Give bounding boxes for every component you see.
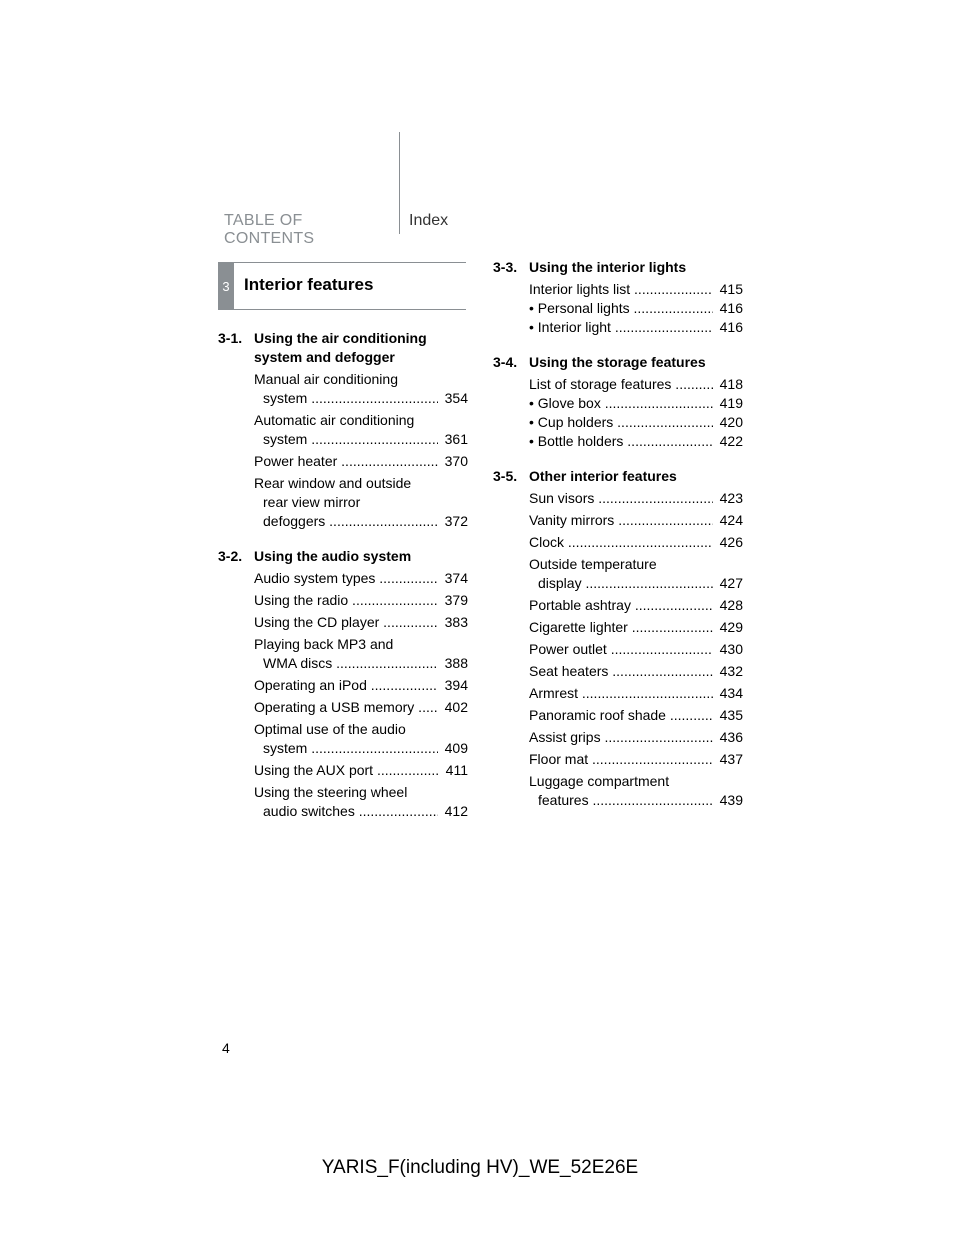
- toc-group-title: Using the storage features: [529, 354, 706, 370]
- toc-group-heading: [493, 353, 743, 372]
- toc-entry[interactable]: [529, 596, 743, 615]
- toc-entry-line: [254, 739, 438, 758]
- toc-entry-label: defoggers: [263, 513, 326, 529]
- toc-entry-label: Cigarette lighter: [529, 619, 628, 635]
- toc-entry-text: [254, 613, 438, 632]
- toc-entry-label: Automatic air conditioning: [254, 412, 415, 428]
- toc-entry-page: 374: [444, 570, 468, 586]
- toc-group-title: Using the air conditioning system and defogger: [254, 330, 427, 365]
- toc-entry-line: [529, 574, 713, 593]
- toc-entry-label: Vanity mirrors: [529, 512, 615, 528]
- toc-entry-label: • Bottle holders: [529, 433, 624, 449]
- toc-entry-page: 418: [719, 376, 743, 392]
- toc-entry-label: system: [263, 390, 308, 406]
- toc-entry-page: 361: [444, 431, 468, 447]
- toc-entry[interactable]: [254, 698, 468, 717]
- toc-entry[interactable]: [254, 591, 468, 610]
- toc-entry-label: audio switches: [263, 803, 355, 819]
- toc-entry-leader: [529, 432, 713, 451]
- toc-entry-page: 420: [719, 414, 743, 430]
- toc-entry-leader: [263, 389, 438, 408]
- toc-entry-line: [254, 512, 438, 531]
- toc-entry-text: [529, 772, 713, 810]
- toc-entry-page: 372: [444, 513, 468, 529]
- toc-entry-text: [529, 728, 713, 747]
- toc-group-number: 3-1.: [218, 330, 243, 346]
- toc-group-heading: [218, 329, 468, 367]
- toc-entry-label: rear view mirror: [263, 494, 361, 510]
- toc-entry[interactable]: [254, 452, 468, 471]
- toc-entry-label: Using the CD player: [254, 614, 380, 630]
- toc-entry-label: Audio system types: [254, 570, 376, 586]
- toc-entry-text: [254, 698, 438, 717]
- toc-entry[interactable]: [529, 489, 743, 508]
- toc-entry[interactable]: [254, 720, 468, 758]
- toc-entry-leader: [263, 430, 438, 449]
- toc-entry-text: [254, 370, 438, 408]
- toc-entry-page: 388: [444, 655, 468, 671]
- toc-entry-leader: [538, 791, 713, 810]
- toc-entry-page: 411: [445, 762, 468, 778]
- toc-entry-line: [254, 654, 438, 673]
- toc-entry-label-cont: [254, 493, 438, 512]
- section-title: Interior features: [244, 275, 374, 294]
- toc-entry-label: Playing back MP3 and: [254, 636, 394, 652]
- toc-entry-text: [254, 635, 438, 673]
- toc-entry[interactable]: [529, 750, 743, 769]
- toc-entry-page: 416: [719, 300, 743, 316]
- toc-entry[interactable]: [529, 662, 743, 681]
- toc-entry[interactable]: [254, 613, 468, 632]
- toc-entry[interactable]: [529, 280, 743, 299]
- toc-entry-list: [493, 489, 743, 810]
- toc-entry-page: 430: [719, 641, 743, 657]
- toc-entry-leader: [529, 280, 713, 299]
- toc-entry-page: 428: [719, 597, 743, 613]
- toc-entry[interactable]: [529, 684, 743, 703]
- toc-entry-page: 424: [719, 512, 743, 528]
- toc-entry-text: [254, 783, 438, 821]
- toc-entry-text: [254, 761, 438, 780]
- toc-entry-text: [529, 511, 713, 530]
- toc-entry-leader: [254, 698, 438, 717]
- toc-group-heading: [493, 258, 743, 277]
- toc-entry-text: [529, 596, 713, 615]
- toc-entry-text: [529, 413, 713, 432]
- toc-entry[interactable]: [254, 411, 468, 449]
- toc-entry-leader: [529, 299, 713, 318]
- table-of-contents-link[interactable]: TABLE OF CONTENTS: [224, 212, 315, 247]
- toc-entry[interactable]: [254, 569, 468, 588]
- toc-entry-leader: [529, 375, 713, 394]
- toc-entry-label: • Cup holders: [529, 414, 614, 430]
- toc-entry-label: Using the radio: [254, 592, 349, 608]
- toc-group-title: Using the interior lights: [529, 259, 687, 275]
- toc-entry-label: • Glove box: [529, 395, 601, 411]
- toc-group-title: Other interior features: [529, 468, 677, 484]
- toc-entry-leader: [254, 761, 438, 780]
- toc-entry-label: features: [538, 792, 589, 808]
- toc-entry[interactable]: [529, 640, 743, 659]
- toc-column-right: [493, 258, 743, 826]
- toc-entry[interactable]: [529, 706, 743, 725]
- toc-entry-text: [529, 684, 713, 703]
- toc-entry-line: [254, 389, 438, 408]
- toc-entry-page: 379: [444, 592, 468, 608]
- toc-entry-label: List of storage features: [529, 376, 672, 392]
- toc-entry-page: 426: [719, 534, 743, 550]
- toc-entry-leader: [529, 489, 713, 508]
- toc-entry-label: Portable ashtray: [529, 597, 631, 613]
- toc-entry-text: [254, 676, 438, 695]
- toc-entry-text: [529, 318, 713, 337]
- page-number: 4: [222, 1040, 230, 1056]
- toc-entry-text: [254, 569, 438, 588]
- toc-entry[interactable]: [529, 375, 743, 394]
- toc-entry-leader: [254, 569, 438, 588]
- toc-entry-text: [529, 750, 713, 769]
- toc-entry-leader: [529, 596, 713, 615]
- toc-entry-label: Seat heaters: [529, 663, 609, 679]
- toc-group-number: 3-5.: [493, 468, 518, 484]
- toc-entry-text: [254, 720, 438, 758]
- toc-entry-page: 394: [444, 677, 468, 693]
- toc-entry-label: Luggage compartment: [529, 773, 670, 789]
- toc-entry[interactable]: [529, 511, 743, 530]
- toc-entry-line: [254, 430, 438, 449]
- toc-entry-page: 409: [444, 740, 468, 756]
- toc-column-left: [218, 329, 468, 837]
- toc-entry-text: [529, 489, 713, 508]
- toc-entry-label: Manual air conditioning: [254, 371, 398, 387]
- toc-entry-text: [254, 474, 438, 531]
- toc-entry-label: • Interior light: [529, 319, 611, 335]
- toc-entry-label: Panoramic roof shade: [529, 707, 666, 723]
- toc-entry-leader: [254, 452, 438, 471]
- toc-entry-text: [529, 640, 713, 659]
- toc-entry-text: [529, 432, 713, 451]
- toc-entry-label: system: [263, 431, 308, 447]
- toc-entry-page: 412: [444, 803, 468, 819]
- toc-entry-text: [529, 280, 713, 299]
- toc-entry-leader: [263, 654, 438, 673]
- toc-entry-list: [493, 375, 743, 451]
- toc-entry[interactable]: [529, 772, 743, 810]
- toc-entry[interactable]: [254, 635, 468, 673]
- toc-group-title: Using the audio system: [254, 548, 412, 564]
- toc-entry-line: [529, 791, 713, 810]
- toc-entry-page: 415: [719, 281, 743, 297]
- toc-entry-text: [529, 375, 713, 394]
- toc-entry-leader: [529, 640, 713, 659]
- toc-entry-text: [529, 618, 713, 637]
- toc-entry-text: [254, 411, 438, 449]
- toc-entry-leader: [529, 662, 713, 681]
- toc-entry-label: Operating an iPod: [254, 677, 367, 693]
- toc-entry-label: display: [538, 575, 582, 591]
- toc-group-heading: [218, 547, 468, 566]
- toc-entry[interactable]: [529, 394, 743, 413]
- toc-entry-line: [254, 802, 438, 821]
- toc-entry-leader: [529, 750, 713, 769]
- toc-entry-label: Interior lights list: [529, 281, 631, 297]
- toc-entry-label: Power outlet: [529, 641, 607, 657]
- toc-entry-text: [529, 533, 713, 552]
- index-link[interactable]: Index: [409, 212, 449, 229]
- toc-entry[interactable]: [529, 413, 743, 432]
- toc-entry-leader: [254, 676, 438, 695]
- toc-entry-label: Using the AUX port: [254, 762, 374, 778]
- toc-entry-list: [218, 569, 468, 821]
- section-number-tab: 3: [218, 263, 234, 309]
- document-footer: YARIS_F(including HV)_WE_52E26E: [321, 1157, 639, 1178]
- toc-entry-page: 370: [444, 453, 468, 469]
- toc-entry-list: [493, 280, 743, 337]
- toc-entry-text: [529, 555, 713, 593]
- toc-group-number: 3-3.: [493, 259, 518, 275]
- toc-entry-leader: [254, 591, 438, 610]
- toc-entry-page: 416: [719, 319, 743, 335]
- toc-entry-text: [529, 394, 713, 413]
- toc-entry-leader: [529, 684, 713, 703]
- toc-entry-label: Using the steering wheel: [254, 784, 408, 800]
- toc-entry-page: 383: [444, 614, 468, 630]
- toc-entry-leader: [529, 728, 713, 747]
- toc-entry-page: 439: [719, 792, 743, 808]
- toc-entry-page: 427: [719, 575, 743, 591]
- toc-entry-text: [529, 299, 713, 318]
- toc-entry[interactable]: [529, 533, 743, 552]
- section-header: [218, 262, 466, 310]
- toc-entry[interactable]: [529, 555, 743, 593]
- toc-entry[interactable]: [529, 618, 743, 637]
- toc-entry-label: Outside temperature: [529, 556, 657, 572]
- toc-entry-page: 436: [719, 729, 743, 745]
- toc-entry-text: [254, 452, 438, 471]
- toc-entry-page: 422: [719, 433, 743, 449]
- toc-entry-leader: [263, 802, 438, 821]
- toc-entry-leader: [529, 533, 713, 552]
- toc-entry-list: [218, 370, 468, 531]
- toc-entry-text: [529, 706, 713, 725]
- toc-entry-label: Floor mat: [529, 751, 589, 767]
- toc-entry[interactable]: [254, 783, 468, 821]
- toc-entry-page: 419: [719, 395, 743, 411]
- toc-entry-text: [254, 591, 438, 610]
- toc-entry-leader: [263, 739, 438, 758]
- toc-entry-label: Assist grips: [529, 729, 601, 745]
- toc-entry-label: system: [263, 740, 308, 756]
- toc-entry[interactable]: [254, 474, 468, 531]
- toc-entry[interactable]: [254, 761, 468, 780]
- toc-entry-label: Armrest: [529, 685, 578, 701]
- toc-entry[interactable]: [529, 432, 743, 451]
- toc-group-number: 3-2.: [218, 548, 243, 564]
- toc-entry-page: 354: [444, 390, 468, 406]
- toc-entry-page: 435: [719, 707, 743, 723]
- toc-entry-leader: [529, 318, 713, 337]
- toc-entry-leader: [529, 618, 713, 637]
- toc-entry-leader: [254, 613, 438, 632]
- toc-entry[interactable]: [529, 299, 743, 318]
- toc-entry[interactable]: [529, 318, 743, 337]
- toc-entry-page: 423: [719, 490, 743, 506]
- toc-entry-leader: [538, 574, 713, 593]
- toc-entry-leader: [529, 413, 713, 432]
- toc-entry-text: [529, 662, 713, 681]
- toc-entry-page: 402: [444, 699, 468, 715]
- toc-group-number: 3-4.: [493, 354, 518, 370]
- toc-entry-label: Sun visors: [529, 490, 595, 506]
- toc-entry-leader: [529, 706, 713, 725]
- toc-entry-leader: [529, 394, 713, 413]
- toc-entry-label: • Personal lights: [529, 300, 630, 316]
- toc-entry[interactable]: [254, 370, 468, 408]
- toc-entry-label: Optimal use of the audio: [254, 721, 406, 737]
- toc-entry-label: Operating a USB memory: [254, 699, 415, 715]
- toc-entry[interactable]: [254, 676, 468, 695]
- toc-group-heading: [493, 467, 743, 486]
- toc-entry[interactable]: [529, 728, 743, 747]
- toc-entry-label: WMA discs: [263, 655, 333, 671]
- toc-entry-label: Rear window and outside: [254, 475, 412, 491]
- toc-entry-leader: [263, 512, 438, 531]
- toc-entry-page: 434: [719, 685, 743, 701]
- toc-entry-page: 432: [719, 663, 743, 679]
- toc-entry-leader: [529, 511, 713, 530]
- toc-entry-page: 437: [719, 751, 743, 767]
- toc-entry-label: Clock: [529, 534, 565, 550]
- toc-entry-page: 429: [719, 619, 743, 635]
- toc-entry-label: Power heater: [254, 453, 338, 469]
- header-divider: [399, 132, 400, 234]
